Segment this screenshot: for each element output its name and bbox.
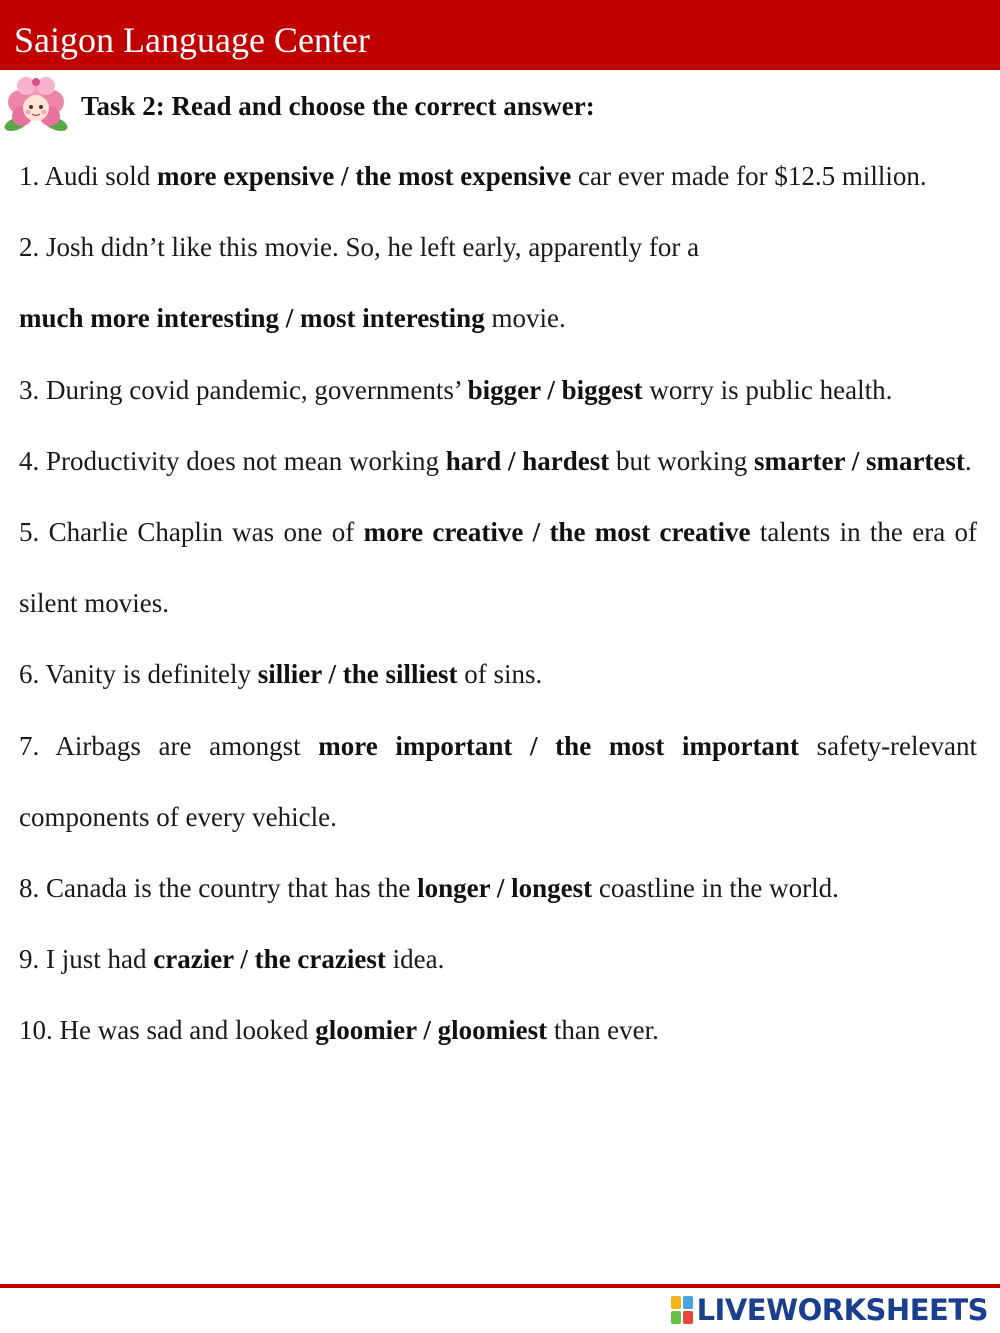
brand-text: LIVEWORKSHEETS — [696, 1293, 988, 1327]
answer-choice: sillier / the silliest — [257, 659, 458, 690]
question-number: 5. — [19, 517, 40, 548]
answer-choice: crazier / the craziest — [153, 944, 386, 975]
footer-rule — [0, 1284, 1000, 1288]
answer-choice: more creative / the most creative — [363, 517, 751, 548]
question-number: 8. — [19, 873, 40, 904]
question-6: 6. Vanity is definitely sillier / the silliest of sins. — [19, 659, 543, 690]
question-5: 5. Charlie Chaplin was one of more creative / the most creative talents in the era of silent movies. — [19, 517, 977, 619]
answer-choice: smarter / smartest — [753, 445, 965, 476]
page-title: Saigon Language Center — [14, 20, 370, 60]
question-number: 2. — [19, 232, 40, 263]
answer-choice: more expensive / the most expensive — [157, 161, 572, 191]
question-list — [19, 141, 977, 1067]
question-number: 7. — [19, 730, 40, 761]
question-3: 3. During covid pandemic, governments’ bigger / biggest worry is public health. — [19, 374, 893, 405]
liveworksheets-logo-icon — [671, 1296, 693, 1324]
question-1: 1. Audi sold more expensive / the most expensive car ever made for $12.5 million. — [19, 161, 927, 191]
question-number: 9. — [19, 944, 40, 975]
question-9: 9. I just had crazier / the craziest idea. — [19, 944, 445, 975]
question-number: 6. — [19, 659, 40, 690]
question-10: 10. He was sad and looked gloomier / gloomiest than ever. — [19, 1015, 659, 1046]
question-2: 2. Josh didn’t like this movie. So, he left early, apparently for a much more interesting / most interesting movie. — [19, 232, 700, 334]
answer-choice: gloomier / gloomiest — [315, 1015, 548, 1046]
question-number: 3. — [19, 374, 40, 405]
liveworksheets-brand[interactable] — [671, 1293, 988, 1327]
answer-choice: bigger / biggest — [467, 374, 643, 405]
question-7: 7. Airbags are amongst more important / the most important safety-relevant components of every vehicle. — [19, 730, 978, 832]
answer-choice: more important / the most important — [318, 730, 799, 761]
header-band — [0, 0, 1000, 70]
answer-choice: much more interesting / most interesting — [19, 303, 485, 334]
answer-choice: hard / hardest — [445, 445, 610, 476]
answer-choice: longer / longest — [417, 873, 593, 904]
question-4: 4. Productivity does not mean working hard / hardest but working smarter / smartest. — [19, 445, 972, 476]
question-number: 10. — [19, 1015, 53, 1046]
flower-girl-mascot-icon — [2, 74, 70, 138]
question-8: 8. Canada is the country that has the longer / longest coastline in the world. — [19, 873, 839, 904]
question-number: 1. — [19, 161, 40, 191]
question-number: 4. — [19, 445, 40, 476]
task-title: Task 2: Read and choose the correct answer: — [81, 91, 595, 121]
